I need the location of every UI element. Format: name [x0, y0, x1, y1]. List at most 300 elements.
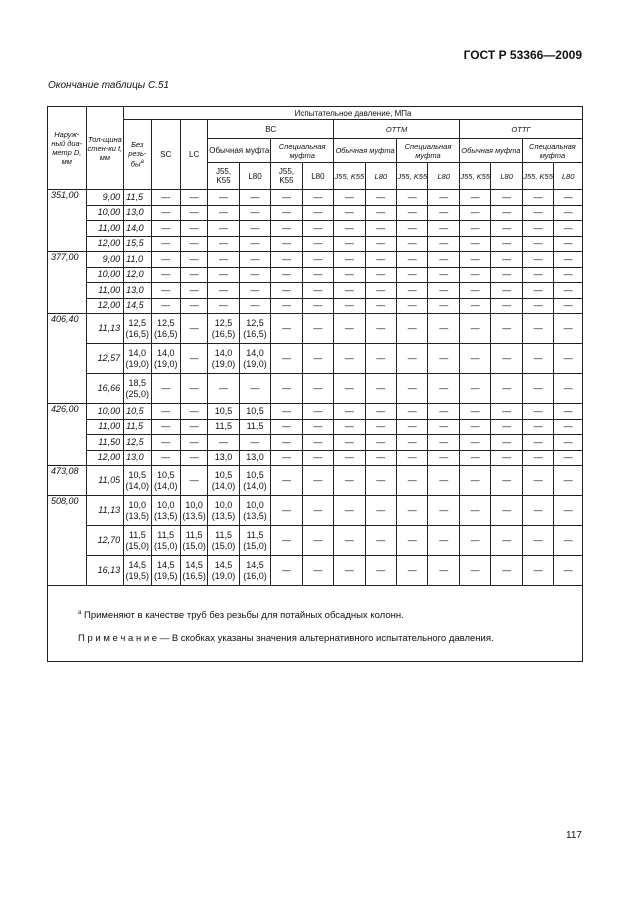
cell-dash: — — [334, 267, 365, 283]
cell-dash: — — [302, 526, 333, 556]
table-row — [48, 404, 583, 420]
cell-dash: — — [180, 419, 207, 435]
header-bc-reg-l80: L80 — [239, 163, 270, 190]
cell-dash: — — [491, 556, 522, 586]
cell-dash: — — [428, 450, 459, 466]
cell-pressure: 10,0 (13,5) — [208, 496, 239, 526]
cell-dash: — — [239, 221, 270, 237]
cell-dash: — — [491, 404, 522, 420]
cell-pressure: 12,0 — [124, 267, 151, 283]
cell-dash: — — [522, 344, 553, 374]
cell-dash: — — [522, 190, 553, 206]
cell-dash: — — [459, 221, 490, 237]
cell-dash: — — [271, 236, 302, 252]
table-row — [48, 344, 583, 374]
cell-dash: — — [459, 496, 490, 526]
cell-dash: — — [459, 344, 490, 374]
cell-pressure: 10,5 (14,0) — [124, 466, 151, 496]
cell-pressure: 10,5 (14,0) — [151, 466, 180, 496]
cell-dash: — — [334, 283, 365, 299]
cell-dash: — — [151, 374, 180, 404]
cell-dash: — — [208, 283, 239, 299]
cell-dash: — — [397, 221, 428, 237]
cell-dash: — — [365, 236, 396, 252]
cell-dash: — — [491, 190, 522, 206]
cell-dash: — — [271, 556, 302, 586]
cell-dash: — — [302, 466, 333, 496]
header-wall-thickness: Тол-щина стен-ки t, мм — [86, 107, 124, 190]
cell-dash: — — [459, 526, 490, 556]
cell-dash: — — [302, 236, 333, 252]
cell-dash: — — [522, 221, 553, 237]
table-row — [48, 496, 583, 526]
cell-dash: — — [365, 435, 396, 451]
cell-dash: — — [239, 252, 270, 268]
cell-dash: — — [428, 283, 459, 299]
cell-dash: — — [302, 298, 333, 314]
cell-dash: — — [151, 252, 180, 268]
cell-dash: — — [334, 344, 365, 374]
header-ottg-spec-l80: L80 — [554, 163, 583, 190]
cell-dash: — — [554, 374, 583, 404]
cell-dash: — — [239, 374, 270, 404]
cell-dash: — — [428, 496, 459, 526]
cell-dash: — — [151, 298, 180, 314]
cell-dash: — — [334, 236, 365, 252]
header-ottm-spec-j55: J55, K55 — [397, 163, 428, 190]
cell-dash: — — [522, 236, 553, 252]
cell-dash: — — [180, 236, 207, 252]
cell-dash: — — [180, 450, 207, 466]
cell-dash: — — [491, 496, 522, 526]
cell-dash: — — [491, 314, 522, 344]
cell-dash: — — [459, 466, 490, 496]
cell-pressure: 10,5 — [208, 404, 239, 420]
cell-dash: — — [554, 419, 583, 435]
cell-dash: — — [208, 190, 239, 206]
cell-dash: — — [397, 450, 428, 466]
cell-dash: — — [491, 221, 522, 237]
cell-dash: — — [271, 267, 302, 283]
cell-pressure: 13,0 — [208, 450, 239, 466]
cell-dash: — — [271, 190, 302, 206]
cell-dash: — — [151, 190, 180, 206]
header-outer-diameter: Наруж-ный диа-метр D, мм — [48, 107, 87, 190]
cell-dash: — — [334, 419, 365, 435]
cell-dash: — — [302, 252, 333, 268]
table-row — [48, 190, 583, 206]
cell-dash: — — [151, 450, 180, 466]
cell-dash: — — [365, 450, 396, 466]
cell-pressure: 14,0 — [124, 221, 151, 237]
cell-dash: — — [365, 344, 396, 374]
cell-dash: — — [180, 298, 207, 314]
cell-pressure: 11,5 (15,0) — [239, 526, 270, 556]
header-ottg-spec-j55: J55, K55 — [522, 163, 553, 190]
header-sc: SC — [151, 120, 180, 190]
cell-dash: — — [491, 466, 522, 496]
cell-wall-thickness: 12,00 — [86, 236, 124, 252]
cell-dash: — — [522, 252, 553, 268]
cell-dash: — — [365, 190, 396, 206]
cell-outer-diameter: 508,00 — [48, 496, 87, 586]
pressure-table — [47, 106, 583, 586]
cell-dash: — — [397, 236, 428, 252]
header-ottg-reg-l80: L80 — [491, 163, 522, 190]
cell-dash: — — [302, 435, 333, 451]
cell-pressure: 11,5 — [208, 419, 239, 435]
cell-outer-diameter: 406,40 — [48, 314, 87, 404]
header-ottg: ОТТГ — [459, 120, 582, 139]
cell-dash: — — [428, 374, 459, 404]
cell-dash: — — [180, 221, 207, 237]
cell-dash: — — [180, 190, 207, 206]
cell-dash: — — [428, 205, 459, 221]
cell-dash: — — [459, 252, 490, 268]
cell-dash: — — [491, 450, 522, 466]
cell-dash: — — [271, 298, 302, 314]
cell-dash: — — [554, 344, 583, 374]
cell-pressure: 10,5 (14,0) — [208, 466, 239, 496]
cell-wall-thickness: 11,00 — [86, 283, 124, 299]
cell-pressure: 11,5 — [124, 419, 151, 435]
cell-dash: — — [151, 267, 180, 283]
cell-dash: — — [151, 435, 180, 451]
cell-dash: — — [302, 404, 333, 420]
cell-dash: — — [271, 450, 302, 466]
cell-dash: — — [365, 466, 396, 496]
cell-dash: — — [428, 344, 459, 374]
header-no-thread: Без резь-$бы^а$ — [124, 120, 151, 190]
cell-dash: — — [522, 374, 553, 404]
cell-dash: — — [554, 283, 583, 299]
cell-dash: — — [208, 374, 239, 404]
cell-pressure: 10,0 (13,5) — [151, 496, 180, 526]
table-row — [48, 283, 583, 299]
cell-dash: — — [151, 221, 180, 237]
cell-dash: — — [491, 419, 522, 435]
cell-wall-thickness: 12,57 — [86, 344, 124, 374]
table-body — [48, 190, 583, 586]
table-row — [48, 221, 583, 237]
cell-dash: — — [302, 374, 333, 404]
cell-dash: — — [208, 435, 239, 451]
cell-outer-diameter: 377,00 — [48, 252, 87, 314]
cell-dash: — — [397, 252, 428, 268]
cell-pressure: 11,5 (15,0) — [124, 526, 151, 556]
cell-wall-thickness: 11,50 — [86, 435, 124, 451]
cell-dash: — — [397, 526, 428, 556]
cell-dash: — — [365, 419, 396, 435]
cell-dash: — — [365, 221, 396, 237]
cell-wall-thickness: 11,13 — [86, 314, 124, 344]
header-ottg-reg-j55: J55, K55 — [459, 163, 490, 190]
cell-wall-thickness: 10,00 — [86, 404, 124, 420]
cell-dash: — — [428, 526, 459, 556]
cell-dash: — — [180, 344, 207, 374]
cell-pressure: 11,5 — [124, 190, 151, 206]
cell-dash: — — [491, 252, 522, 268]
cell-dash: — — [491, 435, 522, 451]
cell-dash: — — [459, 435, 490, 451]
cell-pressure: 11,5 (15,0) — [151, 526, 180, 556]
cell-dash: — — [397, 190, 428, 206]
cell-pressure: 11,0 — [124, 252, 151, 268]
cell-wall-thickness: 9,00 — [86, 252, 124, 268]
cell-dash: — — [522, 267, 553, 283]
table-row — [48, 267, 583, 283]
cell-dash: — — [334, 450, 365, 466]
table-row — [48, 419, 583, 435]
cell-pressure: 14,5 (16,0) — [239, 556, 270, 586]
header-lc: LC — [180, 120, 207, 190]
cell-dash: — — [397, 419, 428, 435]
cell-dash: — — [428, 221, 459, 237]
cell-pressure: 14,5 (19,5) — [124, 556, 151, 586]
cell-dash: — — [365, 374, 396, 404]
cell-dash: — — [554, 190, 583, 206]
cell-dash: — — [522, 466, 553, 496]
cell-dash: — — [428, 419, 459, 435]
header-ottg-regular: Обычная муфта — [459, 139, 522, 163]
cell-dash: — — [428, 435, 459, 451]
header-ottg-special: Специальная муфта — [522, 139, 582, 163]
cell-dash: — — [334, 556, 365, 586]
cell-wall-thickness: 10,00 — [86, 205, 124, 221]
cell-dash: — — [554, 221, 583, 237]
cell-dash: — — [271, 404, 302, 420]
cell-dash: — — [239, 190, 270, 206]
cell-dash: — — [271, 252, 302, 268]
cell-pressure: 13,0 — [124, 450, 151, 466]
cell-dash: — — [334, 221, 365, 237]
cell-pressure: 13,0 — [124, 283, 151, 299]
cell-dash: — — [428, 190, 459, 206]
cell-dash: — — [522, 556, 553, 586]
cell-dash: — — [334, 374, 365, 404]
cell-dash: — — [151, 283, 180, 299]
cell-pressure: 12,5 (16,5) — [151, 314, 180, 344]
cell-dash: — — [491, 283, 522, 299]
cell-pressure: 10,5 — [239, 404, 270, 420]
cell-dash: — — [334, 205, 365, 221]
cell-pressure: 10,5 — [124, 404, 151, 420]
table-row — [48, 450, 583, 466]
cell-wall-thickness: 16,66 — [86, 374, 124, 404]
cell-dash: — — [208, 236, 239, 252]
header-bc-reg-j55: J55, K55 — [208, 163, 239, 190]
cell-dash: — — [459, 419, 490, 435]
cell-dash: — — [180, 205, 207, 221]
header-ottm-regular: Обычная муфта — [334, 139, 397, 163]
cell-dash: — — [397, 205, 428, 221]
cell-dash: — — [522, 283, 553, 299]
cell-dash: — — [302, 419, 333, 435]
cell-pressure: 14,0 (19,0) — [124, 344, 151, 374]
cell-dash: — — [365, 314, 396, 344]
cell-dash: — — [491, 374, 522, 404]
cell-dash: — — [554, 526, 583, 556]
cell-dash: — — [428, 466, 459, 496]
cell-dash: — — [151, 205, 180, 221]
cell-pressure: 12,5 (16,5) — [208, 314, 239, 344]
cell-dash: — — [554, 314, 583, 344]
cell-dash: — — [397, 466, 428, 496]
header-bc-regular: Обычная муфта — [208, 139, 271, 163]
table-row — [48, 252, 583, 268]
cell-dash: — — [459, 298, 490, 314]
header-bc-spec-l80: L80 — [302, 163, 333, 190]
cell-dash: — — [180, 466, 207, 496]
table-row — [48, 374, 583, 404]
cell-dash: — — [208, 298, 239, 314]
cell-dash: — — [397, 435, 428, 451]
cell-dash: — — [180, 435, 207, 451]
table-row — [48, 435, 583, 451]
cell-dash: — — [397, 267, 428, 283]
cell-pressure: 11,5 (15,0) — [180, 526, 207, 556]
cell-dash: — — [428, 252, 459, 268]
cell-dash: — — [180, 404, 207, 420]
cell-dash: — — [180, 283, 207, 299]
cell-dash: — — [302, 205, 333, 221]
cell-dash: — — [180, 374, 207, 404]
cell-dash: — — [428, 404, 459, 420]
cell-dash: — — [554, 298, 583, 314]
cell-dash: — — [365, 205, 396, 221]
cell-dash: — — [271, 374, 302, 404]
cell-dash: — — [334, 466, 365, 496]
cell-dash: — — [554, 252, 583, 268]
cell-dash: — — [151, 404, 180, 420]
cell-wall-thickness: 11,05 — [86, 466, 124, 496]
cell-dash: — — [365, 556, 396, 586]
cell-dash: — — [365, 526, 396, 556]
cell-dash: — — [302, 267, 333, 283]
cell-dash: — — [271, 314, 302, 344]
cell-pressure: 11,5 (15,0) — [208, 526, 239, 556]
cell-dash: — — [522, 526, 553, 556]
cell-dash: — — [522, 435, 553, 451]
header-ottm-reg-j55: J55, K55 — [334, 163, 365, 190]
cell-dash: — — [397, 404, 428, 420]
cell-dash: — — [208, 221, 239, 237]
cell-dash: — — [302, 314, 333, 344]
header-ottm-spec-l80: L80 — [428, 163, 459, 190]
cell-dash: — — [522, 450, 553, 466]
page-number: 117 — [566, 830, 582, 841]
cell-pressure: 14,5 (16,5) — [180, 556, 207, 586]
cell-wall-thickness: 12,00 — [86, 450, 124, 466]
cell-dash: — — [239, 236, 270, 252]
cell-pressure: 10,0 (13,5) — [180, 496, 207, 526]
header-ottm: ОТТМ — [334, 120, 460, 139]
cell-dash: — — [271, 419, 302, 435]
cell-dash: — — [554, 236, 583, 252]
cell-dash: — — [239, 267, 270, 283]
cell-dash: — — [554, 556, 583, 586]
cell-outer-diameter: 351,00 — [48, 190, 87, 252]
cell-pressure: 11,5 — [239, 419, 270, 435]
cell-dash: — — [428, 556, 459, 586]
footnote: $^а$ Применяют в качестве труб без резьбы для потайных обсадных колонн. — [78, 610, 404, 622]
cell-pressure: 12,5 — [124, 435, 151, 451]
cell-dash: — — [428, 236, 459, 252]
cell-dash: — — [459, 205, 490, 221]
cell-wall-thickness: 9,00 — [86, 190, 124, 206]
cell-pressure: 12,5 (16,5) — [124, 314, 151, 344]
table-row — [48, 526, 583, 556]
cell-dash: — — [208, 267, 239, 283]
cell-dash: — — [554, 450, 583, 466]
cell-dash: — — [271, 435, 302, 451]
cell-dash: — — [459, 267, 490, 283]
cell-dash: — — [522, 419, 553, 435]
table-row — [48, 466, 583, 496]
cell-dash: — — [302, 344, 333, 374]
cell-dash: — — [397, 556, 428, 586]
cell-dash: — — [239, 283, 270, 299]
cell-dash: — — [459, 283, 490, 299]
cell-pressure: 12,5 (16,5) — [239, 314, 270, 344]
cell-dash: — — [271, 205, 302, 221]
cell-dash: — — [459, 236, 490, 252]
cell-wall-thickness: 11,00 — [86, 221, 124, 237]
cell-dash: — — [522, 404, 553, 420]
cell-dash: — — [271, 496, 302, 526]
cell-dash: — — [428, 314, 459, 344]
cell-dash: — — [459, 556, 490, 586]
cell-pressure: 14,5 (19,0) — [208, 556, 239, 586]
cell-wall-thickness: 12,00 — [86, 298, 124, 314]
cell-dash: — — [491, 298, 522, 314]
cell-dash: — — [491, 267, 522, 283]
cell-pressure: 13,0 — [124, 205, 151, 221]
cell-dash: — — [239, 298, 270, 314]
cell-pressure: 15,5 — [124, 236, 151, 252]
cell-dash: — — [554, 496, 583, 526]
cell-dash: — — [459, 450, 490, 466]
cell-dash: — — [271, 344, 302, 374]
cell-dash: — — [459, 314, 490, 344]
cell-dash: — — [271, 466, 302, 496]
cell-dash: — — [334, 252, 365, 268]
cell-dash: — — [522, 314, 553, 344]
cell-dash: — — [554, 466, 583, 496]
cell-dash: — — [522, 496, 553, 526]
table-row — [48, 298, 583, 314]
cell-pressure: 18,5 (25,0) — [124, 374, 151, 404]
cell-wall-thickness: 12,70 — [86, 526, 124, 556]
cell-pressure: 10,0 (13,5) — [124, 496, 151, 526]
table-note: П р и м е ч а н и е — В скобках указаны значения альтернативного испытательного давления. — [78, 633, 494, 645]
cell-dash: — — [334, 298, 365, 314]
header-bc-special: Специальная муфта — [271, 139, 334, 163]
cell-pressure: 14,0 (19,0) — [239, 344, 270, 374]
cell-dash: — — [554, 205, 583, 221]
cell-dash: — — [365, 267, 396, 283]
cell-dash: — — [365, 252, 396, 268]
table-row — [48, 205, 583, 221]
cell-dash: — — [365, 298, 396, 314]
cell-dash: — — [428, 267, 459, 283]
cell-pressure: 14,0 (19,0) — [208, 344, 239, 374]
cell-dash: — — [397, 374, 428, 404]
cell-dash: — — [302, 221, 333, 237]
cell-dash: — — [459, 404, 490, 420]
cell-dash: — — [365, 404, 396, 420]
cell-dash: — — [491, 236, 522, 252]
